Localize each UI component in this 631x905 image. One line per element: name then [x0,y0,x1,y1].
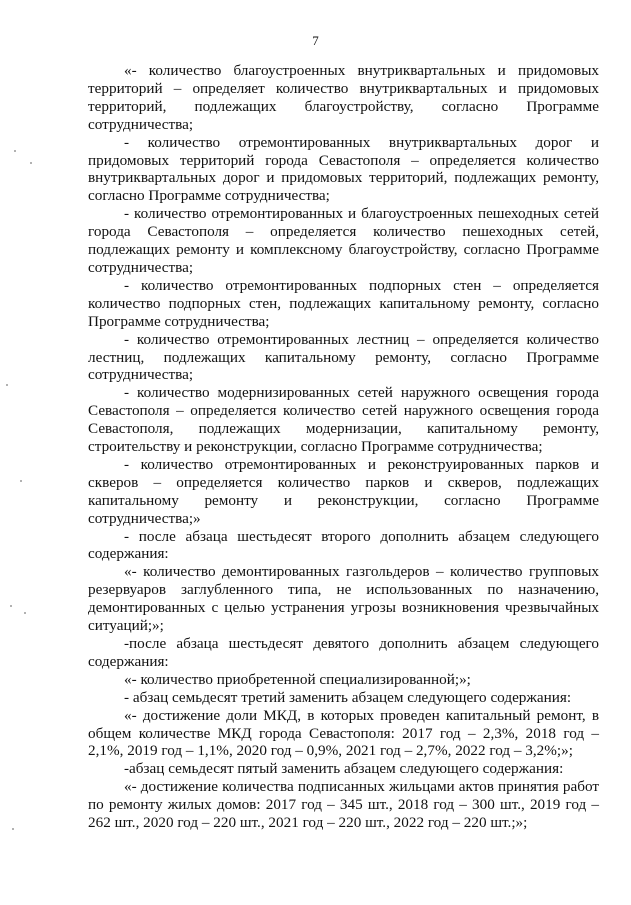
paragraph-stairs: - количество отремонтированных лестниц – определяется количество лестниц, подлежащих капитальному ремонту, согласно Программе сотрудничества; [88,330,599,384]
scan-speck [30,162,32,164]
paragraph-lighting: - количество модернизированных сетей наружного освещения города Севастополя – определяется количество сетей наружного освещения города Севастополя, подлежащих модернизации, капитальному ремонту, строительству и реконструкции, согласно Программе сотрудничества; [88,384,599,456]
paragraph-roads: - количество отремонтированных внутриквартальных дорог и придомовых территорий города Севастополя – определяется количество внутриквартальных дорог и придомовых территорий, подлежащих ремонту, согласно Программе сотрудничества; [88,133,599,205]
scan-speck [20,480,22,482]
paragraph-gasholders: «- количество демонтированных газгольдеров – количество групповых резервуаров заглубленного типа, не использованных по назначению, демонтированных с целью устранения угрозы возникновения чрезвычайных ситуаций;»; [88,563,599,635]
scan-speck [6,384,8,386]
scan-speck [14,150,16,152]
paragraph-amendment-62: - после абзаца шестьдесят второго дополнить абзацем следующего содержания: [88,527,599,563]
scan-speck [12,828,14,830]
paragraph-specialized: «- количество приобретенной специализированной;»; [124,670,471,688]
paragraph-mkd-share: «- достижение доли МКД, в которых проведен капитальный ремонт, в общем количестве МКД города Севастополя: 2017 год – 2,3%, 2018 год – 2,1%, 2019 год – 1,1%, 2020 год – 0,9%, 2021 год – 2,7%, 2022 год – 3,2%;»; [88,706,599,760]
paragraph-retaining-walls: - количество отремонтированных подпорных стен – определяется количество подпорных стен, подлежащих капитальному ремонту, согласно Программе сотрудничества; [88,276,599,330]
paragraph-amendment-73: - абзац семьдесят третий заменить абзацем следующего содержания: [124,688,572,706]
paragraph-territories: «- количество благоустроенных внутриквартальных и придомовых территорий – определяет количество внутриквартальных и придомовых территорий, подлежащих благоустройству, согласно Программе сотрудничества; [88,62,599,133]
scan-speck [24,612,26,614]
paragraph-amendment-75: -абзац семьдесят пятый заменить абзацем следующего содержания: [124,760,564,778]
paragraph-acts-count: «- достижение количества подписанных жильцами актов принятия работ по ремонту жилых домов: 2017 год – 345 шт., 2018 год – 300 шт., 2019 год – 262 шт., 2020 год – 220 шт., 2021 год – 220 шт., 2022 год – 220 шт.;»; [88,778,599,832]
page-number: 7 [312,33,319,48]
paragraph-pedestrian-networks: - количество отремонтированных и благоустроенных пешеходных сетей города Севастополя – определяется количество пешеходных сетей, подлежащих ремонту и комплексному благоустройству, согласно Программе сотрудничества; [88,205,599,276]
scan-speck [10,605,12,607]
paragraph-parks: - количество отремонтированных и реконструированных парков и скверов – определяется количество парков и скверов, подлежащих капитальному ремонту и реконструкции, согласно Программе сотрудничества;» [88,455,599,527]
document-body [88,62,599,832]
paragraph-amendment-69: -после абзаца шестьдесят девятого дополнить абзацем следующего содержания: [88,635,599,670]
